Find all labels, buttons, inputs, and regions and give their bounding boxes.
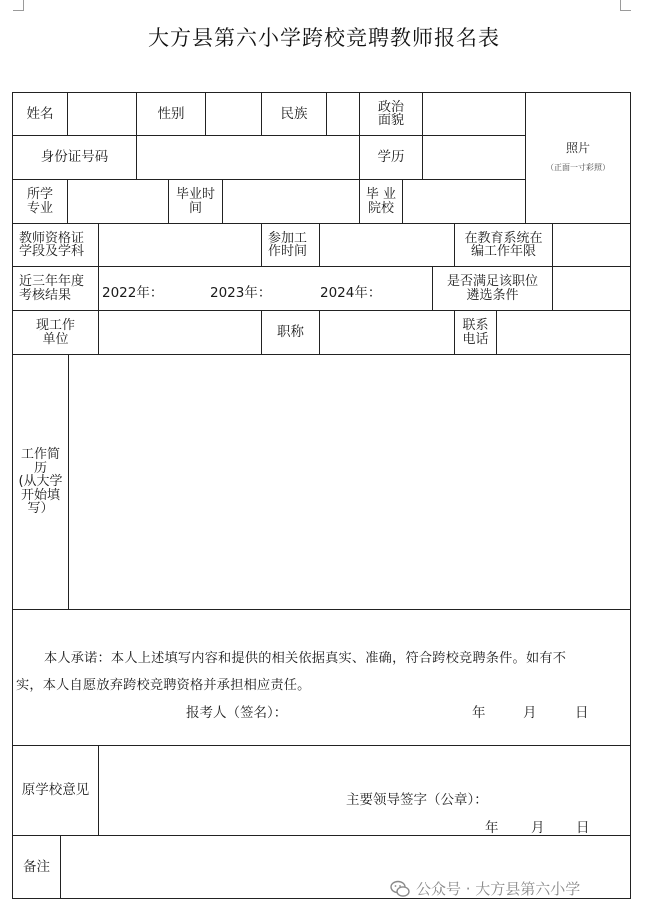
assessment-label: 近三年年度 考核结果 — [12, 266, 99, 311]
education-label: 学历 — [359, 135, 423, 180]
form-title: 大方县第六小学跨校竞聘教师报名表 — [148, 26, 500, 50]
pledge-year: 年 — [472, 705, 486, 721]
page-corner-mark — [620, 0, 631, 11]
name-field[interactable] — [67, 92, 137, 136]
pledge-line-1: 本人承诺：本人上述填写内容和提供的相关依据真实、准确，符合跨校竞聘条件。如有不 — [44, 651, 567, 666]
graduation-time-field[interactable] — [222, 179, 360, 224]
wechat-icon — [390, 880, 410, 898]
photo-label: 照片 — [565, 141, 590, 155]
job-title-field[interactable] — [319, 310, 455, 355]
meets-conditions-field[interactable] — [552, 266, 631, 311]
work-start-label: 参加工 作时间 — [261, 223, 320, 267]
pledge-month: 月 — [523, 705, 537, 721]
school-opinion-label: 原学校意见 — [12, 745, 99, 836]
teacher-qualification-label: 教师资格证 学段及学科 — [12, 223, 99, 267]
opinion-year: 年 — [485, 820, 499, 836]
assessment-2024: 2024年： — [320, 285, 382, 301]
job-title-label: 职称 — [261, 310, 320, 355]
political-status-label: 政治 面貌 — [359, 92, 423, 136]
ethnicity-field[interactable] — [326, 92, 360, 136]
assessment-2022: 2022年： — [102, 285, 164, 301]
name-label: 姓名 — [12, 92, 68, 136]
major-field[interactable] — [67, 179, 169, 224]
page-corner-mark — [13, 0, 24, 11]
gender-field[interactable] — [205, 92, 262, 136]
pledge-line-2: 实，本人自愿放弃跨校竞聘资格并承担相应责任。 — [16, 678, 311, 693]
opinion-month: 月 — [531, 820, 545, 836]
id-number-field[interactable] — [136, 135, 360, 180]
opinion-day: 日 — [576, 820, 590, 836]
major-label: 所学 专业 — [12, 179, 68, 224]
phone-label: 联系 电话 — [454, 310, 497, 355]
assessment-2023: 2023年： — [210, 285, 272, 301]
pledge-day: 日 — [575, 705, 589, 721]
work-unit-label: 现工作 单位 — [12, 310, 99, 355]
pledge-signer-label: 报考人（签名）： — [186, 705, 288, 721]
meets-conditions-label: 是否满足该职位 遴选条件 — [432, 266, 553, 311]
graduation-time-label: 毕业时 间 — [168, 179, 223, 224]
resume-label: 工作简 历 (从大学 开始填 写） — [12, 354, 69, 610]
photo-box[interactable] — [525, 92, 631, 224]
ethnicity-label: 民族 — [261, 92, 327, 136]
photo-note: （正面一寸彩照） — [546, 163, 610, 172]
phone-field[interactable] — [496, 310, 631, 355]
watermark-text: 公众号 · 大方县第六小学 — [416, 880, 581, 898]
resume-field[interactable] — [68, 354, 631, 610]
graduation-school-field[interactable] — [402, 179, 526, 224]
work-unit-field[interactable] — [98, 310, 262, 355]
gender-label: 性别 — [136, 92, 206, 136]
education-field[interactable] — [422, 135, 526, 180]
years-in-system-field[interactable] — [552, 223, 631, 267]
years-in-system-label: 在教育系统在 编工作年限 — [454, 223, 553, 267]
id-number-label: 身份证号码 — [12, 135, 137, 180]
remarks-label: 备注 — [12, 835, 61, 899]
watermark — [390, 878, 580, 899]
graduation-school-label: 毕 业 院校 — [359, 179, 403, 224]
political-status-field[interactable] — [422, 92, 526, 136]
work-start-field[interactable] — [319, 223, 455, 267]
leader-signature-label: 主要领导签字（公章）： — [346, 792, 488, 808]
teacher-qualification-field[interactable] — [98, 223, 262, 267]
